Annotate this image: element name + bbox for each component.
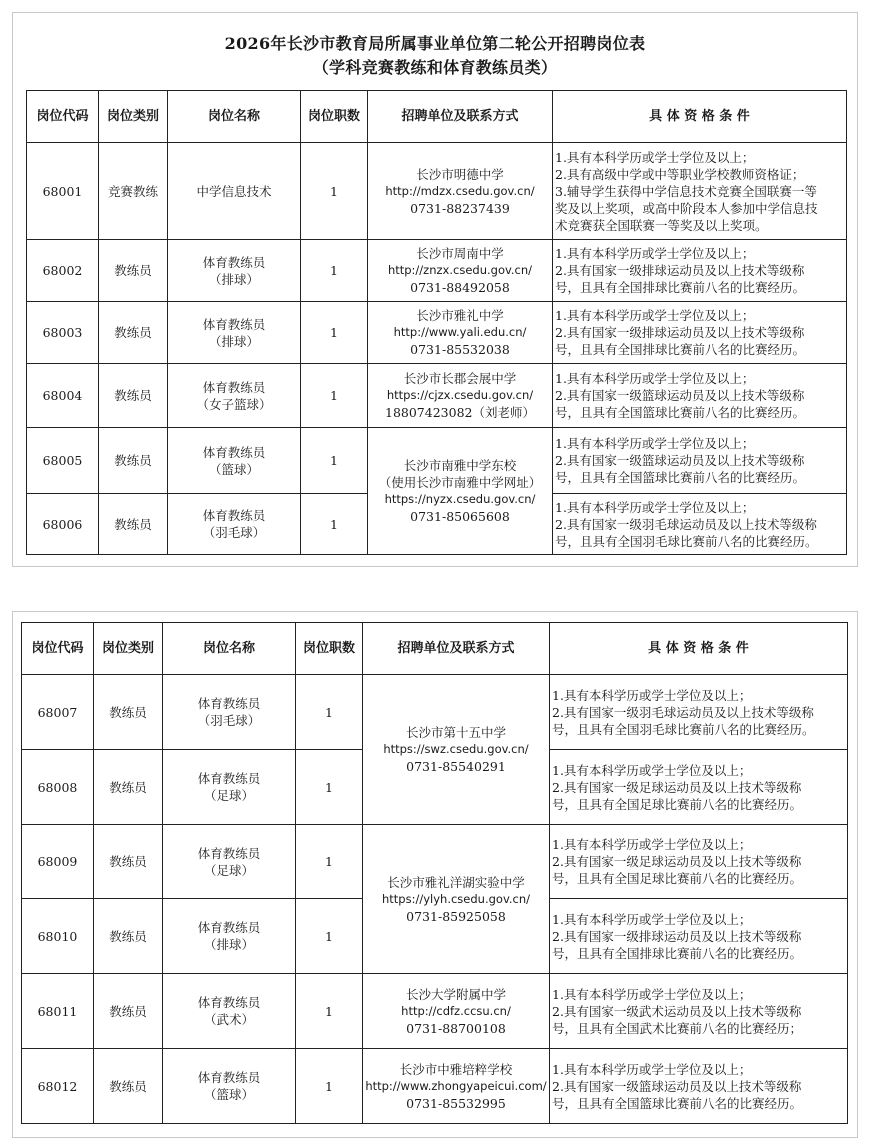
cell-line: 号，且具有全国足球比赛前八名的比赛经历。 — [552, 871, 803, 886]
requirements — [553, 302, 847, 364]
position-category: 教练员 — [99, 302, 168, 364]
position-category: 教练员 — [94, 825, 163, 899]
cell-line: 体育教练员 — [197, 845, 261, 861]
header-name: 岗位名称 — [168, 91, 301, 143]
header-requirements: 具 体 资 格 条 件 — [550, 623, 848, 675]
cell-line: 18807423082（刘老师） — [385, 405, 535, 420]
position-code: 68004 — [27, 364, 99, 428]
position-name — [163, 750, 296, 825]
position-category: 教练员 — [99, 240, 168, 302]
cell-line: 1.具有本科学历或学士学位及以上； — [555, 371, 755, 386]
table-row — [27, 364, 847, 428]
cell-line: 1.具有本科学历或学士学位及以上； — [552, 762, 752, 778]
cell-line: 号，且具有全国武术比赛前八名的比赛经历； — [552, 1020, 803, 1036]
position-count: 1 — [301, 302, 368, 364]
cell-line: 体育教练员 — [202, 316, 266, 332]
cell-line: （篮球） — [208, 461, 259, 477]
cell-line: 1.具有本科学历或学士学位及以上； — [552, 911, 752, 927]
requirements — [550, 899, 848, 974]
cell-line: （足球） — [203, 788, 254, 803]
position-count: 1 — [301, 240, 368, 302]
requirements — [553, 240, 847, 302]
cell-line: https://swz.csedu.gov.cn/ — [383, 742, 529, 756]
table-page-1 — [12, 12, 858, 567]
requirements — [553, 143, 847, 240]
position-name — [163, 675, 296, 750]
header-category: 岗位类别 — [94, 623, 163, 675]
header-requirements: 具 体 资 格 条 件 — [553, 91, 847, 143]
cell-line: 2.具有国家一级篮球运动员及以上技术等级称 — [555, 453, 805, 468]
cell-line: http://znzx.csedu.gov.cn/ — [387, 263, 533, 277]
cell-line: 1.具有本科学历或学士学位及以上； — [555, 436, 755, 451]
position-name — [163, 825, 296, 899]
position-code: 68003 — [27, 302, 99, 364]
cell-line: 体育教练员 — [197, 771, 261, 786]
document-subtitle: （学科竞赛教练和体育教练员类） — [312, 58, 558, 77]
cell-line: https://nyzx.csedu.gov.cn/ — [384, 492, 536, 506]
cell-line: 1.具有本科学历或学士学位及以上； — [552, 837, 752, 852]
header-name: 岗位名称 — [163, 623, 296, 675]
cell-line: https://cjzx.csedu.gov.cn/ — [386, 388, 534, 402]
cell-line: （排球） — [208, 271, 259, 287]
header-unit: 招聘单位及联系方式 — [363, 623, 550, 675]
position-code: 68008 — [22, 750, 94, 825]
cell-line: 号，且具有全国排球比赛前八名的比赛经历。 — [555, 342, 806, 357]
cell-line: 号，且具有全国羽毛球比赛前八名的比赛经历。 — [552, 721, 815, 737]
cell-line: 2.具有高级中学或中等职业学校教师资格证； — [555, 166, 805, 182]
cell-line: 1.具有本科学历或学士学位及以上； — [555, 308, 755, 323]
position-code: 68010 — [22, 899, 94, 974]
cell-line: 2.具有国家一级足球运动员及以上技术等级称 — [552, 854, 802, 869]
header-code: 岗位代码 — [27, 91, 99, 143]
cell-line: 体育教练员 — [197, 1070, 261, 1085]
recruiting-unit — [363, 1049, 550, 1124]
cell-line: 长沙市周南中学 — [416, 246, 504, 261]
position-name — [163, 1049, 296, 1124]
position-category: 教练员 — [99, 428, 168, 494]
cell-line: 体育教练员 — [197, 995, 261, 1010]
position-code: 68006 — [27, 494, 99, 555]
position-code: 68001 — [27, 143, 99, 240]
cell-line: 体育教练员 — [202, 508, 266, 523]
cell-line: https://ylyh.csedu.gov.cn/ — [382, 891, 530, 906]
position-count: 1 — [296, 899, 363, 974]
cell-line: http://mdzx.csedu.gov.cn/ — [385, 183, 535, 198]
recruiting-unit — [363, 974, 550, 1049]
requirements — [550, 750, 848, 825]
position-count: 1 — [296, 675, 363, 750]
recruiting-unit — [368, 428, 553, 555]
position-code: 68009 — [22, 825, 94, 899]
cell-line: 2.具有国家一级足球运动员及以上技术等级称 — [552, 779, 802, 795]
cell-line: http://www.yali.edu.cn/ — [393, 325, 527, 339]
cell-line: 2.具有国家一级武术运动员及以上技术等级称 — [552, 1003, 802, 1019]
table-row — [22, 1049, 848, 1124]
position-code: 68011 — [22, 974, 94, 1049]
cell-line: 体育教练员 — [197, 920, 261, 935]
table-row — [22, 825, 848, 899]
position-count: 1 — [301, 428, 368, 494]
cell-line: 长沙市南雅中学东校 — [403, 458, 517, 473]
position-category: 教练员 — [94, 899, 163, 974]
cell-line: 号，且具有全国排球比赛前八名的比赛经历。 — [555, 280, 806, 295]
cell-line: 长沙市第十五中学 — [405, 725, 506, 740]
cell-line: 2.具有国家一级排球运动员及以上技术等级称 — [555, 263, 805, 278]
cell-line: 长沙市雅礼洋湖实验中学 — [387, 874, 525, 890]
cell-line: 长沙市长郡会展中学 — [403, 371, 517, 386]
cell-line: （羽毛球） — [202, 525, 266, 540]
position-count: 1 — [301, 143, 368, 240]
cell-line: （女子篮球） — [196, 396, 272, 412]
position-category: 教练员 — [94, 675, 163, 750]
cell-line: 术竞赛获全国联赛一等奖及以上奖项。 — [555, 217, 768, 233]
positions-table-2 — [21, 622, 848, 1124]
cell-line: （排球） — [208, 333, 259, 349]
position-code: 68012 — [22, 1049, 94, 1124]
header-count: 岗位职数 — [296, 623, 363, 675]
position-category: 教练员 — [94, 1049, 163, 1124]
position-name — [168, 302, 301, 364]
cell-line: 号，且具有全国羽毛球比赛前八名的比赛经历。 — [555, 533, 818, 549]
position-category: 教练员 — [99, 494, 168, 555]
requirements — [550, 1049, 848, 1124]
cell-line: 2.具有国家一级篮球运动员及以上技术等级称 — [552, 1078, 802, 1094]
cell-line: （武术） — [203, 1012, 254, 1027]
cell-line: （排球） — [203, 937, 254, 952]
position-name — [163, 899, 296, 974]
cell-line: 0731-85540291 — [406, 759, 506, 774]
table-row — [22, 974, 848, 1049]
header-row — [27, 91, 847, 143]
cell-line: 长沙市雅礼中学 — [416, 308, 504, 323]
requirements — [553, 364, 847, 428]
recruiting-unit — [368, 143, 553, 240]
requirements — [553, 494, 847, 555]
cell-line: 体育教练员 — [197, 696, 261, 711]
cell-line: 号，且具有全国篮球比赛前八名的比赛经历。 — [555, 470, 806, 485]
requirements — [550, 974, 848, 1049]
position-name — [168, 494, 301, 555]
position-code: 68002 — [27, 240, 99, 302]
cell-line: http://www.zhongyapeicui.com/ — [365, 1078, 547, 1093]
position-count: 1 — [296, 750, 363, 825]
document-title: 2026年长沙市教育局所属事业单位第二轮公开招聘岗位表 — [224, 34, 646, 53]
cell-line: 1.具有本科学历或学士学位及以上； — [555, 246, 755, 261]
cell-line: 体育教练员 — [202, 254, 266, 270]
position-count: 1 — [296, 1049, 363, 1124]
cell-line: 号，且具有全国排球比赛前八名的比赛经历。 — [552, 945, 803, 961]
position-category: 教练员 — [99, 364, 168, 428]
header-row — [22, 623, 848, 675]
cell-line: 2.具有国家一级排球运动员及以上技术等级称 — [555, 325, 805, 340]
cell-line: 体育教练员 — [202, 444, 266, 460]
cell-line: 0731-85532995 — [406, 1095, 506, 1111]
cell-line: 2.具有国家一级羽毛球运动员及以上技术等级称 — [552, 704, 814, 720]
cell-line: 号，且具有全国足球比赛前八名的比赛经历。 — [552, 796, 803, 812]
cell-line: 号，且具有全国篮球比赛前八名的比赛经历。 — [555, 405, 806, 420]
cell-line: （使用长沙市南雅中学网址） — [378, 475, 542, 490]
position-category: 竞赛教练 — [99, 143, 168, 240]
cell-line: 1.具有本科学历或学士学位及以上； — [555, 499, 755, 515]
cell-line: 中学信息技术 — [196, 183, 272, 199]
header-code: 岗位代码 — [22, 623, 94, 675]
table-row — [27, 143, 847, 240]
requirements — [553, 428, 847, 494]
requirements — [550, 825, 848, 899]
position-name — [168, 240, 301, 302]
position-category: 教练员 — [94, 974, 163, 1049]
table-row — [27, 302, 847, 364]
position-name — [163, 974, 296, 1049]
cell-line: 0731-88237439 — [410, 200, 510, 216]
position-category: 教练员 — [94, 750, 163, 825]
position-count: 1 — [301, 364, 368, 428]
cell-line: 长沙市明德中学 — [416, 166, 504, 182]
recruiting-unit — [368, 240, 553, 302]
position-count: 1 — [296, 825, 363, 899]
table-row — [27, 428, 847, 494]
cell-line: 奖及以上奖项，或高中阶段本人参加中学信息技 — [555, 200, 818, 216]
cell-line: 长沙市中雅培粹学校 — [399, 1061, 513, 1077]
positions-table-1 — [26, 90, 847, 555]
position-count: 1 — [301, 494, 368, 555]
cell-line: 0731-88700108 — [406, 1020, 506, 1036]
cell-line: （羽毛球） — [197, 713, 261, 728]
recruiting-unit — [363, 825, 550, 974]
cell-line: 体育教练员 — [202, 379, 266, 395]
cell-line: 0731-85925058 — [406, 908, 506, 924]
cell-line: 0731-88492058 — [410, 280, 510, 295]
position-name — [168, 143, 301, 240]
table-row — [27, 240, 847, 302]
header-category: 岗位类别 — [99, 91, 168, 143]
cell-line: 0731-85065608 — [410, 509, 510, 524]
recruiting-unit — [368, 302, 553, 364]
cell-line: 1.具有本科学历或学士学位及以上； — [555, 149, 755, 165]
cell-line: 1.具有本科学历或学士学位及以上； — [552, 1061, 752, 1077]
header-unit: 招聘单位及联系方式 — [368, 91, 553, 143]
cell-line: 2.具有国家一级羽毛球运动员及以上技术等级称 — [555, 516, 817, 532]
cell-line: （足球） — [203, 862, 254, 878]
position-code: 68005 — [27, 428, 99, 494]
requirements — [550, 675, 848, 750]
cell-line: 3.辅导学生获得中学信息技术竞赛全国联赛一等 — [555, 183, 817, 199]
cell-line: 1.具有本科学历或学士学位及以上； — [552, 687, 752, 703]
cell-line: http://cdfz.ccsu.cn/ — [401, 1003, 511, 1018]
table-page-2 — [12, 611, 858, 1138]
cell-line: 2.具有国家一级篮球运动员及以上技术等级称 — [555, 388, 805, 403]
position-count: 1 — [296, 974, 363, 1049]
cell-line: 号，且具有全国篮球比赛前八名的比赛经历。 — [552, 1095, 803, 1111]
header-count: 岗位职数 — [301, 91, 368, 143]
cell-line: 1.具有本科学历或学士学位及以上； — [552, 986, 752, 1002]
position-code: 68007 — [22, 675, 94, 750]
position-name — [168, 428, 301, 494]
cell-line: 2.具有国家一级排球运动员及以上技术等级称 — [552, 928, 802, 944]
recruiting-unit — [363, 675, 550, 825]
cell-line: 长沙大学附属中学 — [405, 986, 506, 1002]
recruiting-unit — [368, 364, 553, 428]
cell-line: （篮球） — [203, 1087, 254, 1102]
table-row — [22, 675, 848, 750]
cell-line: 0731-85532038 — [410, 342, 510, 357]
position-name — [168, 364, 301, 428]
